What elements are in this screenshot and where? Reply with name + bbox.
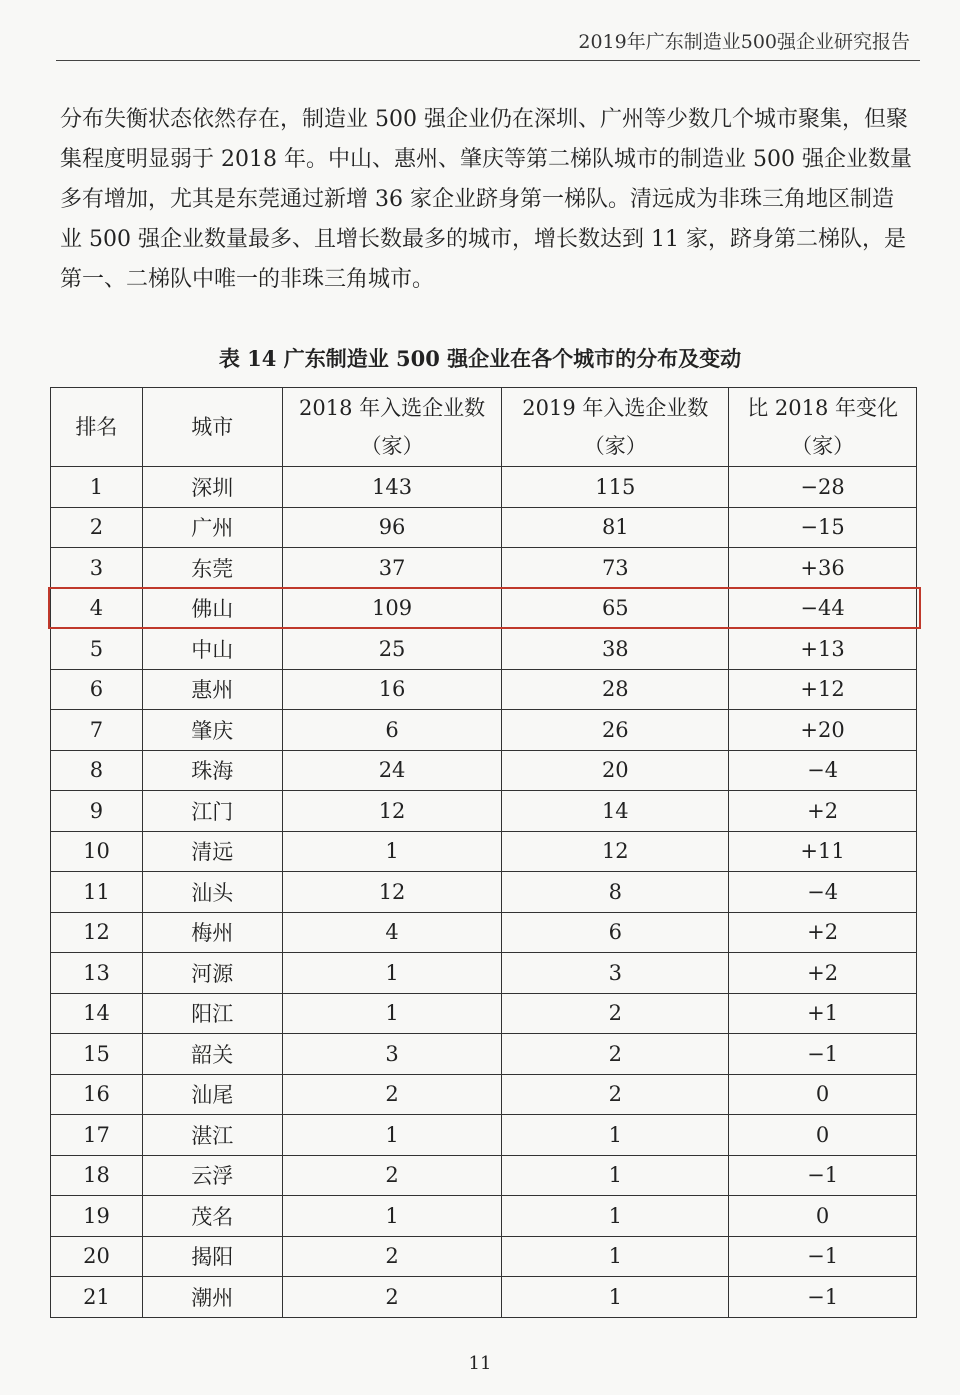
cell-2019-count: 81 [502,507,729,548]
cell-city: 惠州 [142,669,282,710]
city-distribution-table [50,387,917,1318]
cell-2018-count: 1 [282,1196,502,1237]
cell-change: +1 [729,993,917,1034]
cell-rank: 11 [51,872,143,913]
cell-change: +20 [729,710,917,751]
cell-rank: 8 [51,750,143,791]
cell-2018-count: 2 [282,1155,502,1196]
cell-2018-count: 25 [282,629,502,670]
cell-rank: 4 [51,588,143,629]
table-row [51,912,917,953]
table-row [51,1115,917,1156]
cell-change: 0 [729,1074,917,1115]
table-row [51,669,917,710]
cell-change: −1 [729,1277,917,1318]
cell-rank: 16 [51,1074,143,1115]
cell-city: 肇庆 [142,710,282,751]
cell-rank: 9 [51,791,143,832]
cell-rank: 1 [51,467,143,508]
cell-2018-count: 4 [282,912,502,953]
cell-2019-count: 2 [502,1034,729,1075]
cell-change: +36 [729,548,917,589]
cell-city: 阳江 [142,993,282,1034]
cell-rank: 19 [51,1196,143,1237]
cell-2019-count: 2 [502,993,729,1034]
table-row [51,548,917,589]
cell-rank: 20 [51,1236,143,1277]
table-row [51,1155,917,1196]
cell-rank: 3 [51,548,143,589]
cell-2019-count: 3 [502,953,729,994]
table-row [51,993,917,1034]
cell-rank: 21 [51,1277,143,1318]
header-row [51,388,917,467]
cell-change: −1 [729,1155,917,1196]
cell-rank: 2 [51,507,143,548]
paragraph-line: 多有增加，尤其是东莞通过新增 36 家企业跻身第一梯队。清远成为非珠三角地区制造 [60,187,894,212]
table-row [51,588,917,629]
header-rule [56,60,920,61]
cell-2018-count: 12 [282,872,502,913]
cell-2019-count: 20 [502,750,729,791]
table-row [51,1034,917,1075]
header-change: 比 2018 年变化 （家） [729,388,917,467]
header-city: 城市 [142,388,282,467]
cell-city: 广州 [142,507,282,548]
cell-city: 中山 [142,629,282,670]
cell-city: 潮州 [142,1277,282,1318]
cell-change: −28 [729,467,917,508]
paragraph-line: 业 500 强企业数量最多、且增长数最多的城市，增长数达到 11 家，跻身第二梯队，是 [60,227,906,252]
cell-city: 汕尾 [142,1074,282,1115]
table-row [51,872,917,913]
cell-2019-count: 12 [502,831,729,872]
header-rank: 排名 [51,388,143,467]
cell-rank: 5 [51,629,143,670]
cell-2018-count: 1 [282,993,502,1034]
cell-city: 东莞 [142,548,282,589]
cell-2018-count: 16 [282,669,502,710]
table-row [51,953,917,994]
cell-rank: 13 [51,953,143,994]
cell-change: +2 [729,791,917,832]
cell-change: −15 [729,507,917,548]
cell-2019-count: 1 [502,1155,729,1196]
table-row [51,1236,917,1277]
cell-2018-count: 2 [282,1236,502,1277]
cell-change: +2 [729,912,917,953]
table-header [51,388,917,467]
cell-2019-count: 115 [502,467,729,508]
cell-rank: 17 [51,1115,143,1156]
running-header: 2019年广东制造业500强企业研究报告 [578,31,910,53]
cell-2018-count: 2 [282,1277,502,1318]
cell-rank: 7 [51,710,143,751]
cell-city: 珠海 [142,750,282,791]
cell-change: +2 [729,953,917,994]
table-row [51,507,917,548]
cell-change: +12 [729,669,917,710]
cell-2018-count: 1 [282,831,502,872]
header-2018-count: 2018 年入选企业数 （家） [282,388,502,467]
cell-change: −1 [729,1034,917,1075]
table-body [51,467,917,1318]
cell-city: 深圳 [142,467,282,508]
cell-city: 清远 [142,831,282,872]
cell-city: 揭阳 [142,1236,282,1277]
cell-city: 湛江 [142,1115,282,1156]
cell-2018-count: 96 [282,507,502,548]
cell-city: 茂名 [142,1196,282,1237]
cell-rank: 12 [51,912,143,953]
cell-rank: 14 [51,993,143,1034]
paragraph-line: 集程度明显弱于 2018 年。中山、惠州、肇庆等第二梯队城市的制造业 500 强企业数量 [60,147,912,172]
cell-city: 云浮 [142,1155,282,1196]
table-row [51,1277,917,1318]
cell-2018-count: 6 [282,710,502,751]
cell-2019-count: 6 [502,912,729,953]
header-2019-count: 2019 年入选企业数 （家） [502,388,729,467]
cell-city: 梅州 [142,912,282,953]
cell-2019-count: 14 [502,791,729,832]
cell-2018-count: 2 [282,1074,502,1115]
cell-2019-count: 1 [502,1115,729,1156]
paragraph-line: 第一、二梯队中唯一的非珠三角城市。 [60,267,435,292]
cell-2019-count: 28 [502,669,729,710]
cell-change: −4 [729,750,917,791]
table-row [51,710,917,751]
table-title: 表 14 广东制造业 500 强企业在各个城市的分布及变动 [218,346,742,371]
table-row [51,1196,917,1237]
cell-2019-count: 1 [502,1196,729,1237]
cell-2018-count: 37 [282,548,502,589]
cell-change: 0 [729,1115,917,1156]
cell-city: 江门 [142,791,282,832]
table-row [51,750,917,791]
page-number: 11 [468,1353,492,1374]
cell-rank: 10 [51,831,143,872]
cell-change: −44 [729,588,917,629]
paragraph-line: 分布失衡状态依然存在，制造业 500 强企业仍在深圳、广州等少数几个城市聚集，但聚 [60,107,908,132]
body-paragraph [60,100,915,300]
cell-2018-count: 1 [282,953,502,994]
cell-2018-count: 24 [282,750,502,791]
cell-change: 0 [729,1196,917,1237]
table-row [51,831,917,872]
cell-2019-count: 38 [502,629,729,670]
cell-rank: 18 [51,1155,143,1196]
cell-2018-count: 3 [282,1034,502,1075]
cell-2019-count: 1 [502,1277,729,1318]
table-row [51,629,917,670]
cell-2018-count: 143 [282,467,502,508]
cell-2019-count: 65 [502,588,729,629]
cell-2019-count: 26 [502,710,729,751]
table-row [51,467,917,508]
cell-change: +13 [729,629,917,670]
cell-rank: 15 [51,1034,143,1075]
cell-2019-count: 8 [502,872,729,913]
cell-change: −1 [729,1236,917,1277]
table-row [51,791,917,832]
cell-change: +11 [729,831,917,872]
cell-city: 汕头 [142,872,282,913]
cell-2019-count: 2 [502,1074,729,1115]
cell-city: 佛山 [142,588,282,629]
cell-2018-count: 12 [282,791,502,832]
cell-2019-count: 1 [502,1236,729,1277]
cell-2018-count: 1 [282,1115,502,1156]
cell-2019-count: 73 [502,548,729,589]
cell-2018-count: 109 [282,588,502,629]
cell-rank: 6 [51,669,143,710]
cell-change: −4 [729,872,917,913]
cell-city: 河源 [142,953,282,994]
table-row [51,1074,917,1115]
cell-city: 韶关 [142,1034,282,1075]
